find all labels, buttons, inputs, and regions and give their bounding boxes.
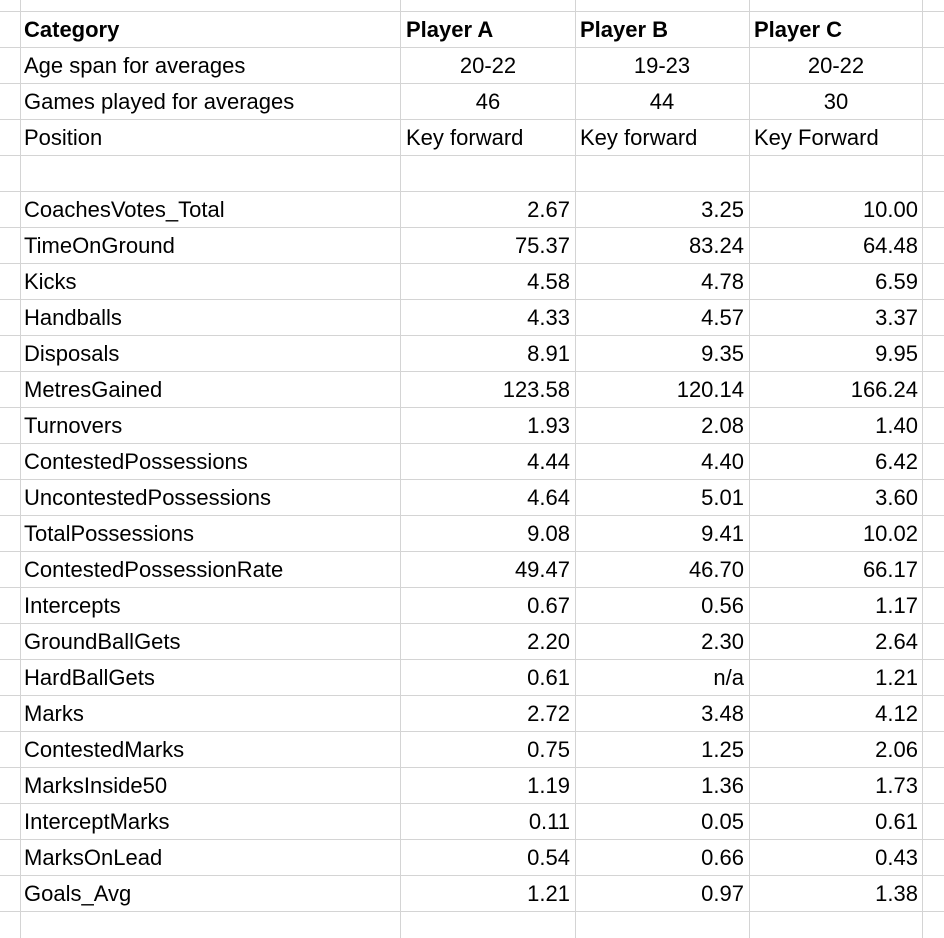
info-cell[interactable]: Key forward: [406, 125, 524, 150]
stat-cell[interactable]: 5.01: [701, 485, 744, 510]
row-label[interactable]: Intercepts: [24, 593, 121, 618]
stat-cell[interactable]: 9.08: [527, 521, 570, 546]
info-cell[interactable]: 44: [649, 89, 675, 114]
info-cell[interactable]: 19-23: [633, 53, 691, 78]
stat-cell[interactable]: 4.58: [527, 269, 570, 294]
stat-row: [0, 803, 944, 839]
stat-cell[interactable]: 2.06: [875, 737, 918, 762]
stat-row: [0, 587, 944, 623]
stat-row: [0, 875, 944, 911]
stat-cell[interactable]: 2.64: [875, 629, 918, 654]
row-label[interactable]: ContestedPossessionRate: [24, 557, 284, 582]
stat-cell[interactable]: 4.64: [527, 485, 570, 510]
stat-cell[interactable]: 3.48: [701, 701, 744, 726]
stat-cell[interactable]: 1.93: [527, 413, 570, 438]
stat-cell[interactable]: 0.67: [527, 593, 570, 618]
category-header[interactable]: Category: [24, 17, 120, 42]
stat-cell[interactable]: 2.72: [527, 701, 570, 726]
stat-row: [0, 659, 944, 695]
stat-row: [0, 695, 944, 731]
stat-cell[interactable]: 0.43: [875, 845, 918, 870]
info-cell[interactable]: Key Forward: [754, 125, 879, 150]
empty-row: [0, 155, 944, 191]
info-row: [0, 119, 944, 155]
stat-cell[interactable]: 1.73: [875, 773, 918, 798]
stat-cell[interactable]: 4.57: [701, 305, 744, 330]
row-label[interactable]: Goals_Avg: [24, 881, 132, 906]
stat-cell[interactable]: 1.21: [527, 881, 570, 906]
stat-cell[interactable]: 1.38: [875, 881, 918, 906]
stat-row: [0, 407, 944, 443]
row-label[interactable]: Marks: [24, 701, 84, 726]
row-label[interactable]: Games played for averages: [24, 89, 295, 114]
stat-row: [0, 443, 944, 479]
stat-row: [0, 227, 944, 263]
stat-cell[interactable]: 6.42: [875, 449, 918, 474]
stat-cell[interactable]: 0.56: [701, 593, 744, 618]
stat-cell[interactable]: 2.20: [527, 629, 570, 654]
stat-cell[interactable]: 66.17: [862, 557, 918, 582]
row-label[interactable]: HardBallGets: [24, 665, 155, 690]
row-label[interactable]: Age span for averages: [24, 53, 246, 78]
row-label[interactable]: Kicks: [24, 269, 77, 294]
stat-cell[interactable]: 8.91: [527, 341, 570, 366]
info-cell[interactable]: Key forward: [580, 125, 698, 150]
stat-cell[interactable]: 0.61: [875, 809, 918, 834]
row-label[interactable]: MarksInside50: [24, 773, 168, 798]
stat-cell[interactable]: 4.33: [527, 305, 570, 330]
stat-cell[interactable]: 120.14: [676, 377, 744, 402]
stat-cell[interactable]: 3.37: [875, 305, 918, 330]
stat-row: [0, 263, 944, 299]
row-label[interactable]: CoachesVotes_Total: [24, 197, 225, 222]
row-label[interactable]: InterceptMarks: [24, 809, 170, 834]
stat-row: [0, 335, 944, 371]
stat-cell[interactable]: 4.12: [875, 701, 918, 726]
player-header[interactable]: Player C: [754, 17, 843, 42]
stat-cell[interactable]: 49.47: [514, 557, 570, 582]
stat-cell[interactable]: 9.35: [701, 341, 744, 366]
stat-row: [0, 839, 944, 875]
stat-cell[interactable]: 0.11: [528, 809, 570, 834]
info-row: [0, 47, 944, 83]
stat-cell[interactable]: 1.36: [701, 773, 744, 798]
stat-cell[interactable]: 0.97: [701, 881, 744, 906]
row-label[interactable]: TotalPossessions: [24, 521, 194, 546]
stat-cell[interactable]: 10.00: [862, 197, 918, 222]
stat-cell[interactable]: 2.30: [701, 629, 744, 654]
stat-cell[interactable]: 0.75: [527, 737, 570, 762]
stat-cell[interactable]: 6.59: [875, 269, 918, 294]
stat-cell[interactable]: n/a: [713, 665, 744, 690]
row-label[interactable]: Position: [24, 125, 103, 150]
row-label[interactable]: TimeOnGround: [24, 233, 175, 258]
stat-cell[interactable]: 64.48: [862, 233, 918, 258]
stat-cell[interactable]: 83.24: [688, 233, 744, 258]
stat-cell[interactable]: 123.58: [502, 377, 570, 402]
stat-row: [0, 299, 944, 335]
stat-cell[interactable]: 46.70: [688, 557, 744, 582]
stat-cell[interactable]: 3.25: [701, 197, 744, 222]
player-header[interactable]: Player A: [406, 17, 494, 42]
stat-row: [0, 191, 944, 227]
stat-cell[interactable]: 75.37: [514, 233, 570, 258]
stat-cell[interactable]: 0.54: [527, 845, 570, 870]
stat-cell[interactable]: 2.08: [701, 413, 744, 438]
stat-cell[interactable]: 1.40: [875, 413, 918, 438]
row-label[interactable]: Handballs: [24, 305, 122, 330]
stat-cell[interactable]: 1.19: [527, 773, 570, 798]
row-label[interactable]: ContestedPossessions: [24, 449, 248, 474]
stat-row: [0, 371, 944, 407]
row-label[interactable]: MetresGained: [24, 377, 163, 402]
stat-cell[interactable]: 1.25: [701, 737, 744, 762]
stat-cell[interactable]: 1.17: [875, 593, 918, 618]
stat-cell[interactable]: 166.24: [850, 377, 918, 402]
stat-cell[interactable]: 4.40: [701, 449, 744, 474]
row-label[interactable]: ContestedMarks: [24, 737, 185, 762]
stat-cell[interactable]: 9.95: [875, 341, 918, 366]
info-row: [0, 83, 944, 119]
info-cell[interactable]: 20-22: [459, 53, 517, 78]
stat-row: [0, 731, 944, 767]
stat-cell[interactable]: 2.67: [527, 197, 570, 222]
stat-row: [0, 623, 944, 659]
row-label[interactable]: Disposals: [24, 341, 120, 366]
stat-row: [0, 479, 944, 515]
row-label[interactable]: MarksOnLead: [24, 845, 163, 870]
stat-cell[interactable]: 0.66: [701, 845, 744, 870]
stat-cell[interactable]: 9.41: [701, 521, 744, 546]
stat-cell[interactable]: 3.60: [875, 485, 918, 510]
stat-cell[interactable]: 0.05: [701, 809, 744, 834]
header-row: [0, 11, 944, 47]
info-cell[interactable]: 20-22: [807, 53, 865, 78]
stat-cell[interactable]: 10.02: [862, 521, 918, 546]
stat-cell[interactable]: 4.78: [701, 269, 744, 294]
stat-cell[interactable]: 0.61: [527, 665, 570, 690]
stat-cell[interactable]: 4.44: [527, 449, 570, 474]
stat-row: [0, 551, 944, 587]
row-label[interactable]: Turnovers: [24, 413, 123, 438]
empty-row: [0, 911, 944, 938]
stat-row: [0, 767, 944, 803]
stat-row: [0, 515, 944, 551]
info-cell[interactable]: 30: [823, 89, 849, 114]
info-cell[interactable]: 46: [475, 89, 501, 114]
row-label[interactable]: GroundBallGets: [24, 629, 181, 654]
row-label[interactable]: UncontestedPossessions: [24, 485, 272, 510]
stat-cell[interactable]: 1.21: [875, 665, 918, 690]
player-header[interactable]: Player B: [580, 17, 669, 42]
